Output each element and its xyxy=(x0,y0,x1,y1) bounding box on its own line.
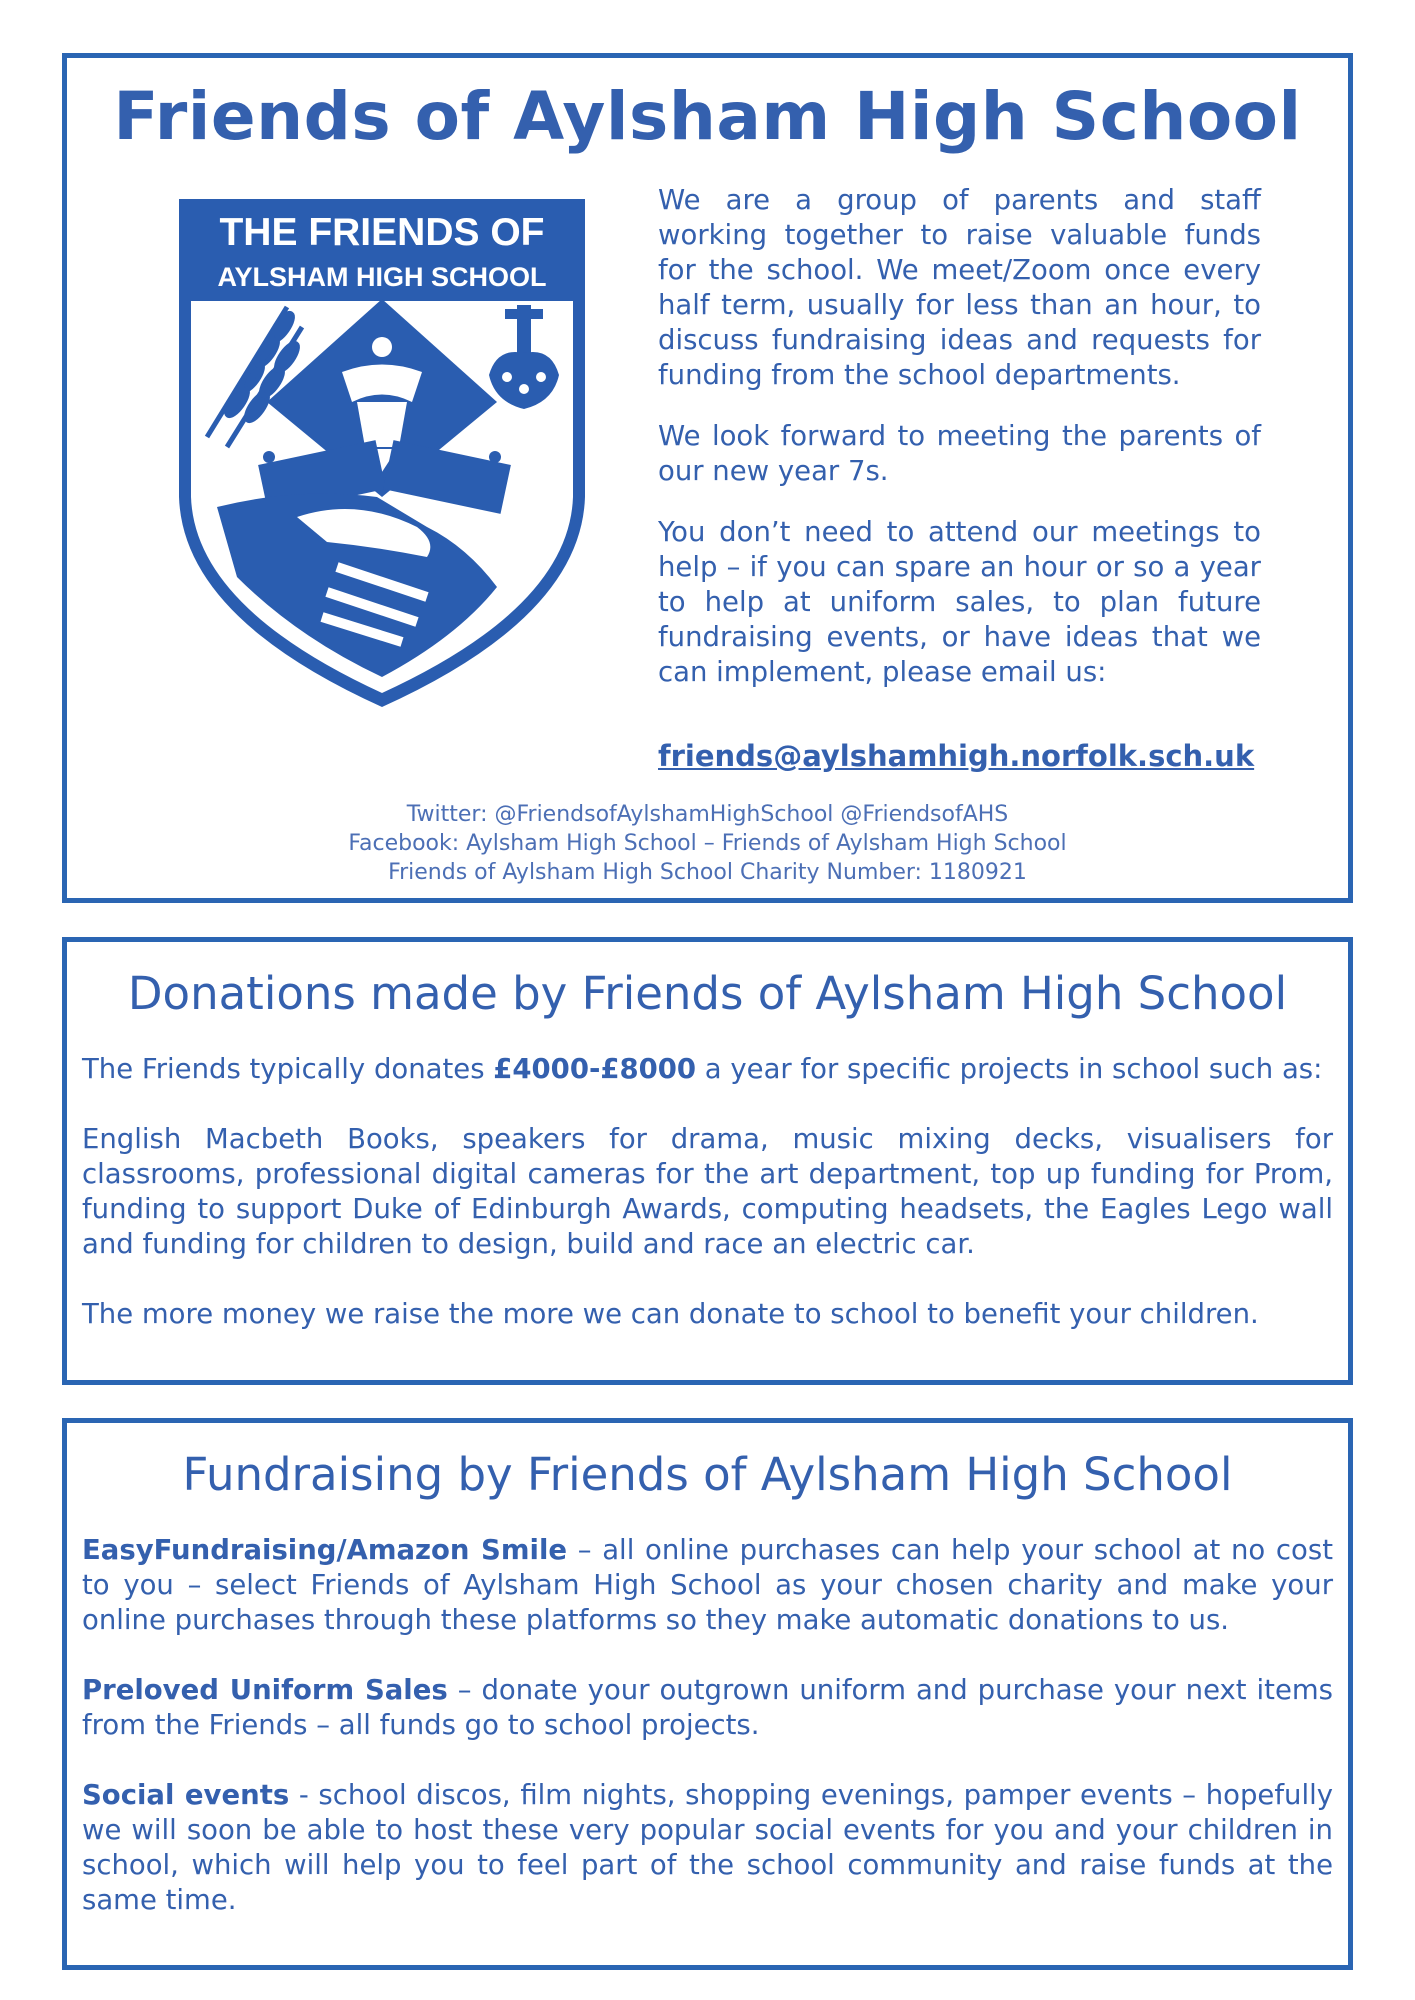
fundraising-item xyxy=(82,1673,1333,1743)
fundraising-item-heading: Social events xyxy=(82,1779,290,1811)
donations-body xyxy=(82,1052,1333,1367)
email-link[interactable]: friends@aylshamhigh.norfolk.sch.uk xyxy=(658,739,1255,773)
fundraising-item-heading: Preloved Uniform Sales xyxy=(82,1674,448,1706)
facebook-line: Facebook: Aylsham High School – Friends of Aylsham High School xyxy=(348,831,1067,856)
donations-panel xyxy=(62,937,1353,1385)
fundraising-item-text: - school discos, film nights, shopping evenings, pamper events – hopefully we will soon be able to host these very popular social events for you and your children in school, which will help you to feel part of the school community and raise funds at the same time. xyxy=(82,1779,1333,1916)
donations-intro: The Friends typically donates £4000-£8000 a year for specific projects in school such as: xyxy=(82,1053,1323,1085)
fundraising-title: Fundraising by Friends of Aylsham High School xyxy=(182,1448,1233,1501)
donations-title: Donations made by Friends of Aylsham High School xyxy=(127,967,1288,1020)
fundraising-item-text: – all online purchases can help your school at no cost to you – select Friends of Aylsham High School as your chosen charity and make your online purchases through these platforms so they make automatic donations to us. xyxy=(82,1534,1333,1636)
logo-text-line1: THE FRIENDS OF xyxy=(219,211,545,254)
fundraising-item xyxy=(82,1533,1333,1638)
donation-amount: £4000-£8000 xyxy=(493,1053,697,1085)
donations-list: English Macbeth Books, speakers for drama, music mixing decks, visualisers for classrooms, professional digital cameras for the art department, top up funding for Prom, funding to support Duke of Edinburgh Awards, computing headsets, the Eagles Lego wall and funding for children to design, build and race an electric car. xyxy=(82,1123,1333,1260)
fundraising-body xyxy=(82,1533,1333,1953)
intro-text xyxy=(658,183,1261,716)
fundraising-panel xyxy=(62,1418,1353,1970)
social-links xyxy=(67,800,1348,887)
fundraising-item xyxy=(82,1778,1333,1918)
friends-crest-logo xyxy=(177,197,587,709)
intro-paragraph: We look forward to meeting the parents of our new year 7s. xyxy=(658,420,1261,487)
donations-closing: The more money we raise the more we can donate to school to benefit your children. xyxy=(82,1298,1259,1330)
charity-number-line: Friends of Aylsham High School Charity Number: 1180921 xyxy=(388,860,1027,885)
about-panel xyxy=(62,53,1353,903)
intro-paragraph: We are a group of parents and staff working together to raise valuable funds for the school. We meet/Zoom once every half term, usually for less than an hour, to discuss fundraising ideas and requests for funding from the school departments. xyxy=(658,184,1261,391)
intro-paragraph: You don’t need to attend our meetings to help – if you can spare an hour or so a year to help at uniform sales, to plan future fundraising events, or have ideas that we can implement, please email us: xyxy=(658,516,1261,688)
page-title: Friends of Aylsham High School xyxy=(113,78,1302,155)
twitter-line: Twitter: @FriendsofAylshamHighSchool @FriendsofAHS xyxy=(406,802,1009,827)
logo-text-line2: AYLSHAM HIGH SCHOOL xyxy=(217,262,547,292)
fundraising-item-heading: EasyFundraising/Amazon Smile xyxy=(82,1534,568,1566)
fundraising-item-text: – donate your outgrown uniform and purchase your next items from the Friends – all funds go to school projects. xyxy=(82,1674,1333,1741)
